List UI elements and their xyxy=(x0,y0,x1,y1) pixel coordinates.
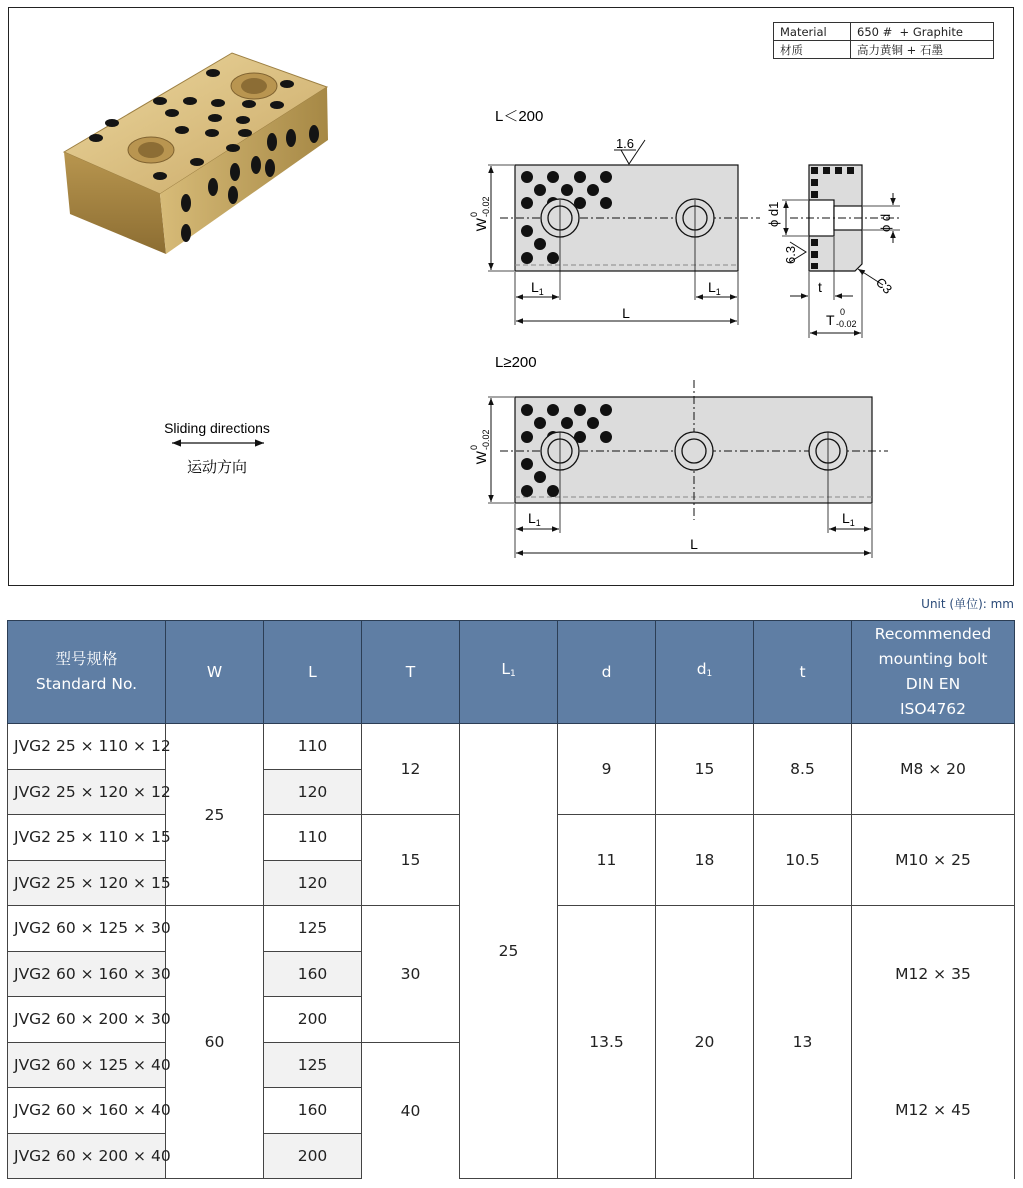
dim-l-small: L xyxy=(622,305,630,321)
cell-standard-no: JVG2 25 × 120 × 15 xyxy=(8,860,166,906)
cell-standard-no: JVG2 60 × 200 × 30 xyxy=(8,997,166,1043)
cell-l: 125 xyxy=(264,906,362,952)
cell-l: 200 xyxy=(264,997,362,1043)
cell-t: 30 xyxy=(362,906,460,1043)
front-view-large xyxy=(488,380,888,558)
cell-t: 40 xyxy=(362,1042,460,1179)
material-value-en: 650 # + Graphite xyxy=(851,23,994,41)
material-label-cn: 材质 xyxy=(774,41,851,59)
dim-t: t xyxy=(818,279,822,295)
header-w: W xyxy=(166,621,264,724)
header-d: d xyxy=(558,621,656,724)
svg-text:0: 0 xyxy=(840,307,846,317)
header-standard-no: 型号规格 Standard No. xyxy=(8,621,166,724)
cell-standard-no: JVG2 60 × 125 × 40 xyxy=(8,1042,166,1088)
cell-l: 125 xyxy=(264,1042,362,1088)
dim-l-large: L xyxy=(690,536,698,552)
cell-standard-no: JVG2 60 × 160 × 30 xyxy=(8,951,166,997)
cell-standard-no: JVG2 25 × 120 × 12 xyxy=(8,769,166,815)
front-view-small xyxy=(488,140,760,325)
cell-l: 160 xyxy=(264,1088,362,1134)
cell-d: 13.5 xyxy=(558,906,656,1179)
dim-l1-small-left: $L_1$ xyxy=(531,279,544,297)
cell-bolt: M8 × 20 xyxy=(852,724,1015,815)
cell-t: 12 xyxy=(362,724,460,815)
chamfer-c3: C3 xyxy=(872,274,896,297)
header-d1: $d_1$ xyxy=(656,621,754,724)
svg-text:0: 0 xyxy=(469,444,479,450)
svg-text:-0.02: -0.02 xyxy=(836,319,857,329)
technical-drawing xyxy=(0,0,1023,590)
cell-standard-no: JVG2 60 × 125 × 30 xyxy=(8,906,166,952)
material-value-cn: 高力黄铜 + 石墨 xyxy=(851,41,994,59)
material-label-en: Material xyxy=(774,23,851,41)
cell-l1: 25 xyxy=(460,724,558,1179)
cell-t-lower: 8.5 xyxy=(754,724,852,815)
section-small-label: L＜200 xyxy=(495,108,544,125)
svg-text:-0.02: -0.02 xyxy=(481,429,491,450)
svg-text:0: 0 xyxy=(469,211,479,217)
cell-l: 120 xyxy=(264,860,362,906)
header-l: L xyxy=(264,621,362,724)
cell-d: 11 xyxy=(558,815,656,906)
spec-table xyxy=(7,620,1015,1179)
dim-d1: ϕ d1 xyxy=(766,201,781,227)
dim-l1-large-right: $L_1$ xyxy=(842,510,855,528)
cell-t: 15 xyxy=(362,815,460,906)
cell-bolt: M10 × 25 xyxy=(852,815,1015,906)
table-row xyxy=(8,724,1015,770)
dim-l1-large-left: $L_1$ xyxy=(528,510,541,528)
cell-d1: 20 xyxy=(656,906,754,1179)
header-bolt: Recommended mounting bolt DIN EN ISO4762 xyxy=(852,621,1015,724)
dim-w-large xyxy=(469,429,491,464)
cell-d: 9 xyxy=(558,724,656,815)
sliding-directions-cn: 运动方向 xyxy=(186,459,248,476)
sliding-directions-label: Sliding directions xyxy=(164,420,270,436)
svg-text:W: W xyxy=(473,218,489,232)
cell-l: 110 xyxy=(264,815,362,861)
bronze-block-render xyxy=(64,53,328,254)
cell-standard-no: JVG2 25 × 110 × 15 xyxy=(8,815,166,861)
cell-l: 160 xyxy=(264,951,362,997)
dim-w-small xyxy=(469,196,491,231)
cell-standard-no: JVG2 60 × 200 × 40 xyxy=(8,1133,166,1179)
material-table xyxy=(773,22,994,59)
cell-standard-no: JVG2 60 × 160 × 40 xyxy=(8,1088,166,1134)
section-large-label: L≥200 xyxy=(495,354,537,371)
cell-l: 110 xyxy=(264,724,362,770)
cell-l: 200 xyxy=(264,1133,362,1179)
header-l1: $L_1$ xyxy=(460,621,558,724)
cell-bolt: M12 × 35 xyxy=(852,906,1015,1043)
dim-l1-small-right: $L_1$ xyxy=(708,279,721,297)
dim-d: ϕ d xyxy=(878,213,893,232)
header-t-upper: T xyxy=(362,621,460,724)
svg-text:W: W xyxy=(473,451,489,465)
cell-t-lower: 13 xyxy=(754,906,852,1179)
cell-l: 120 xyxy=(264,769,362,815)
header-t-lower: t xyxy=(754,621,852,724)
cell-bolt: M12 × 45 xyxy=(852,1042,1015,1179)
cell-d1: 15 xyxy=(656,724,754,815)
cell-w: 60 xyxy=(166,906,264,1179)
dim-T xyxy=(826,307,857,329)
unit-label: Unit (单位): mm xyxy=(921,597,1014,611)
cell-d1: 18 xyxy=(656,815,754,906)
cell-t-lower: 10.5 xyxy=(754,815,852,906)
svg-text:T: T xyxy=(826,312,835,328)
svg-text:-0.02: -0.02 xyxy=(481,196,491,217)
roughness-side: 6.3 xyxy=(783,245,798,264)
roughness-top: 1.6 xyxy=(615,136,635,151)
cell-standard-no: JVG2 25 × 110 × 12 xyxy=(8,724,166,770)
header-row xyxy=(8,621,1015,724)
cell-w: 25 xyxy=(166,724,264,906)
